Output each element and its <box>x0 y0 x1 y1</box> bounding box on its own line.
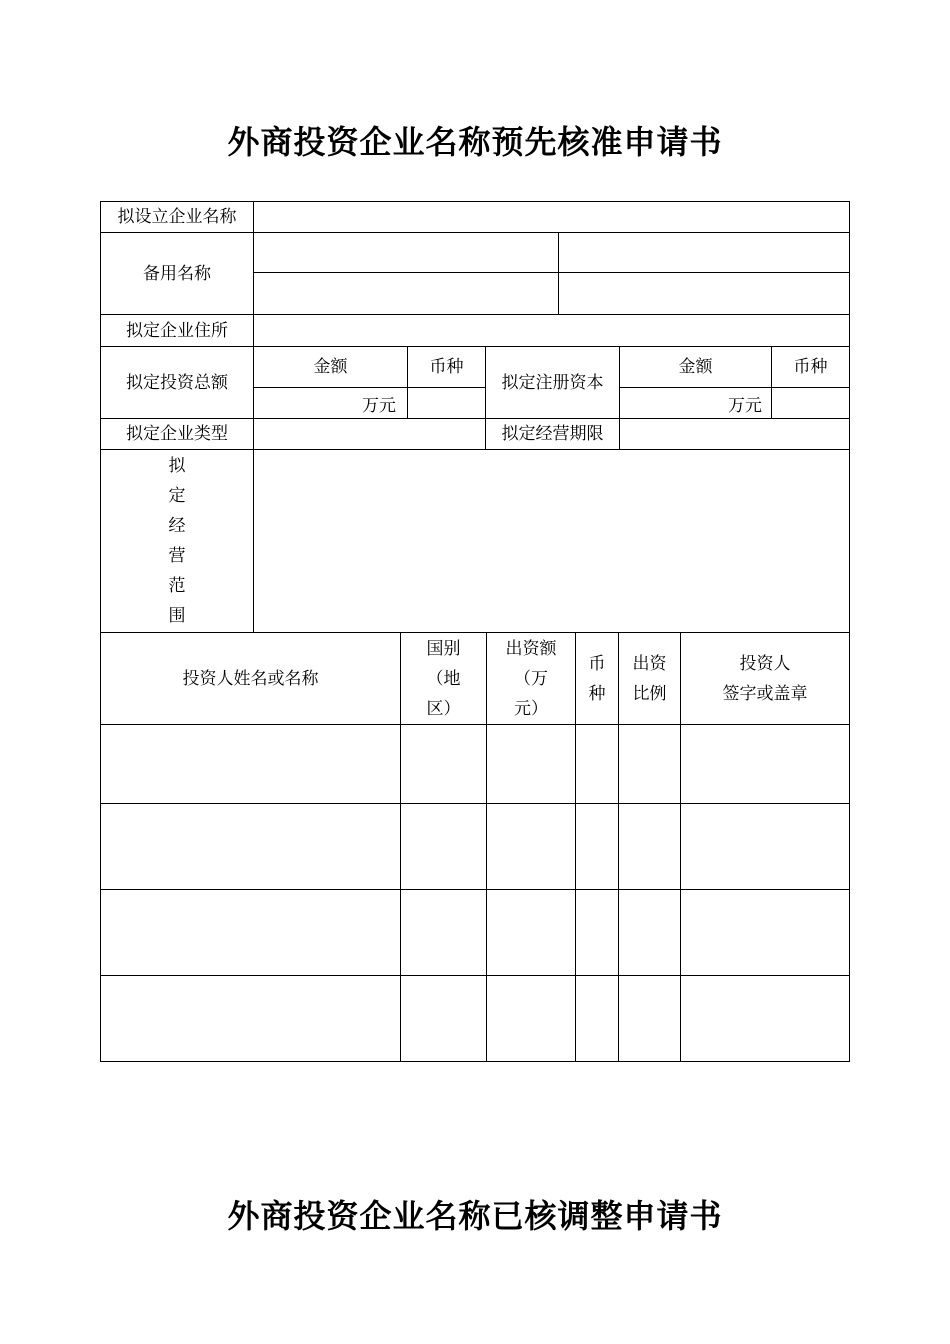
label-registered-capital: 拟定注册资本 <box>501 372 604 393</box>
header-line: 元） <box>514 698 548 719</box>
label-total-investment: 拟定投资总额 <box>126 372 228 393</box>
row-divider <box>100 975 850 976</box>
scope-char: 定 <box>168 486 186 506</box>
alt-name-field-3[interactable] <box>254 273 558 314</box>
company-type-field[interactable] <box>254 419 485 449</box>
label-term: 拟定经营期限 <box>501 424 604 444</box>
header-line: 投资人 <box>739 653 791 674</box>
label-amount: 金额 <box>678 357 713 377</box>
page-title: 外商投资企业名称预先核准申请书 <box>227 123 723 161</box>
business-scope-field[interactable] <box>254 450 849 632</box>
header-line: 签字或盖章 <box>722 683 808 704</box>
header-line: 国别 <box>426 638 461 659</box>
header-line: 比例 <box>632 683 667 704</box>
label-currency: 币种 <box>793 357 828 377</box>
alt-name-field-4[interactable] <box>559 273 849 314</box>
proposed-name-field[interactable] <box>254 202 849 232</box>
header-line: （地 <box>426 668 461 689</box>
header-country <box>401 633 486 724</box>
header-investor-name: 投资人姓名或名称 <box>182 668 319 689</box>
label-proposed-name: 拟设立企业名称 <box>117 207 237 227</box>
header-currency <box>576 633 618 724</box>
scope-char: 营 <box>168 546 186 566</box>
header-line: 区） <box>426 698 461 719</box>
header-line: （万 <box>514 668 548 689</box>
header-line: 种 <box>588 683 606 704</box>
second-page-title: 外商投资企业名称已核调整申请书 <box>227 1197 723 1235</box>
header-line: 出资 <box>632 653 667 674</box>
scope-char: 拟 <box>168 456 186 476</box>
header-contribution-amount <box>487 633 575 724</box>
header-signature <box>681 633 849 724</box>
table-border-bottom <box>100 1061 850 1062</box>
label-currency: 币种 <box>429 357 464 377</box>
label-company-type: 拟定企业类型 <box>126 424 228 444</box>
label-address: 拟定企业住所 <box>126 320 228 341</box>
header-line: 出资额 <box>505 638 557 659</box>
header-ratio <box>619 633 680 724</box>
term-field[interactable] <box>620 419 849 449</box>
alt-name-field-2[interactable] <box>559 233 849 272</box>
label-unit: 万元 <box>728 395 762 416</box>
alt-name-field-1[interactable] <box>254 233 558 272</box>
address-field[interactable] <box>254 315 849 346</box>
label-unit: 万元 <box>362 395 396 416</box>
scope-char: 范 <box>168 576 186 596</box>
row-divider <box>100 889 850 890</box>
row-divider <box>100 724 850 725</box>
row-divider <box>100 803 850 804</box>
label-business-scope <box>101 450 253 632</box>
label-amount: 金额 <box>313 357 348 377</box>
scope-char: 围 <box>168 606 186 626</box>
scope-char: 经 <box>168 516 186 536</box>
header-line: 币 <box>588 653 606 674</box>
label-alt-name: 备用名称 <box>143 263 211 284</box>
